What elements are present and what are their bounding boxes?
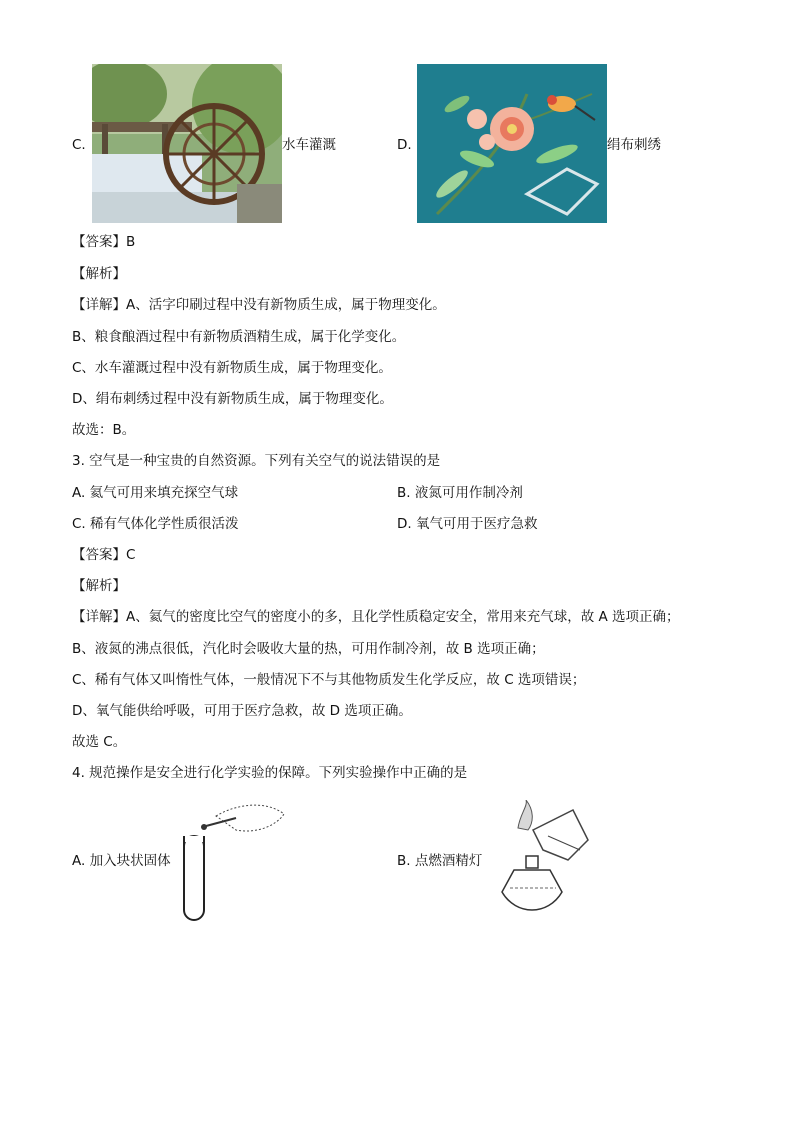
q3-detail-line: B、液氮的沸点很低，汽化时会吸收大量的热，可用作制冷剂，故 B 选项正确； <box>72 641 545 657</box>
q2-detail-line: C、水车灌溉过程中没有新物质生成，属于物理变化。 <box>72 360 392 376</box>
q2-detail-line: B、粮食酿酒过程中有新物质酒精生成，属于化学变化。 <box>72 329 406 345</box>
q2-conclusion: 故选：B。 <box>72 422 136 438</box>
q3-detail-line: D、氧气能供给呼吸，可用于医疗急救，故 D 选项正确。 <box>72 703 412 719</box>
option-d-label: 绢布刺绣 <box>607 137 661 153</box>
q4-stem: 4. 规范操作是安全进行化学实验的保障。下列实验操作中正确的是 <box>72 765 468 781</box>
q2-analysis-heading: 【解析】 <box>72 266 126 282</box>
q3-stem: 3. 空气是一种宝贵的自然资源。下列有关空气的说法错误的是 <box>72 453 441 469</box>
q3-option-a: A. 氦气可用来填充探空气球 <box>72 485 239 501</box>
embroidery-image <box>417 64 607 223</box>
q3-option-d: D. 氧气可用于医疗急救 <box>397 516 538 532</box>
q3-analysis-heading: 【解析】 <box>72 578 126 594</box>
q2-detail-line: D、绢布刺绣过程中没有新物质生成，属于物理变化。 <box>72 391 393 407</box>
q3-option-b: B. 液氮可用作制冷剂 <box>397 485 523 501</box>
q2-detail-line: 【详解】A、活字印刷过程中没有新物质生成，属于物理变化。 <box>72 297 446 313</box>
q4-option-b: B. 点燃酒精灯 <box>397 853 483 869</box>
waterwheel-image <box>92 64 282 223</box>
option-c-label: 水车灌溉 <box>282 137 336 153</box>
test-tube-solid-illustration <box>176 796 286 928</box>
q2-answer: 【答案】B <box>72 234 136 250</box>
alcohol-lamp-illustration <box>488 800 593 918</box>
option-c-letter: C. <box>72 137 86 153</box>
q3-detail-line: C、稀有气体又叫惰性气体，一般情况下不与其他物质发生化学反应，故 C 选项错误； <box>72 672 586 688</box>
option-d-letter: D. <box>397 137 412 153</box>
q4-option-a: A. 加入块状固体 <box>72 853 171 869</box>
q3-option-c: C. 稀有气体化学性质很活泼 <box>72 516 239 532</box>
q3-conclusion: 故选 C。 <box>72 734 127 750</box>
q3-detail-line: 【详解】A、氦气的密度比空气的密度小的多，且化学性质稳定安全，常用来充气球，故 A 选项正确； <box>72 609 680 625</box>
q3-answer: 【答案】C <box>72 547 136 563</box>
